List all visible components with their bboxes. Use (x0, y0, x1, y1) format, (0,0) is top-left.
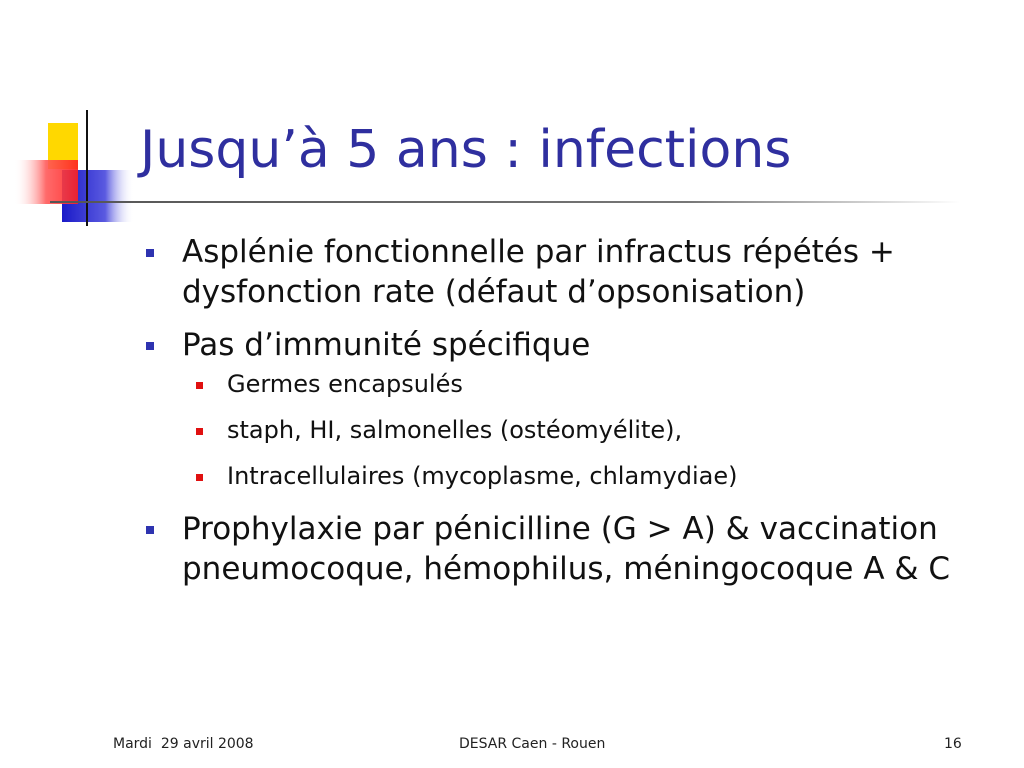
sub-bullet-text: Intracellulaires (mycoplasme, chlamydiae) (227, 462, 738, 490)
decorative-corner-graphic (0, 0, 150, 240)
square-bullet-icon (146, 526, 154, 534)
slide-title: Jusqu’à 5 ans : infections (140, 120, 792, 180)
square-bullet-icon (196, 474, 203, 481)
square-bullet-icon (196, 382, 203, 389)
sub-bullet-item (140, 368, 1000, 400)
bullet-list (140, 232, 1000, 602)
footer-page-number: 16 (944, 736, 962, 752)
square-bullet-icon (146, 342, 154, 350)
square-bullet-icon (146, 249, 154, 257)
bullet-item (140, 325, 1000, 365)
bullet-text: Asplénie fonctionnelle par infractus répétés + dysfonction rate (défaut d’opsonisation) (182, 234, 895, 310)
bullet-text: Pas d’immunité spécifique (182, 327, 591, 363)
bullet-item (140, 232, 1000, 312)
sub-bullet-text: staph, HI, salmonelles (ostéomyélite), (227, 416, 683, 444)
title-underline (50, 201, 960, 203)
bullet-text: Prophylaxie par pénicilline (G > A) & vaccination pneumocoque, hémophilus, méningocoque A & C (182, 511, 951, 587)
sub-bullet-item (140, 414, 1000, 446)
sub-bullet-item (140, 460, 1000, 492)
bullet-item (140, 509, 1000, 589)
square-bullet-icon (196, 428, 203, 435)
footer-center-text: DESAR Caen - Rouen (459, 736, 606, 752)
sub-bullet-text: Germes encapsulés (227, 370, 463, 398)
deco-red-square (14, 160, 78, 204)
footer-date: Mardi 29 avril 2008 (113, 736, 254, 752)
